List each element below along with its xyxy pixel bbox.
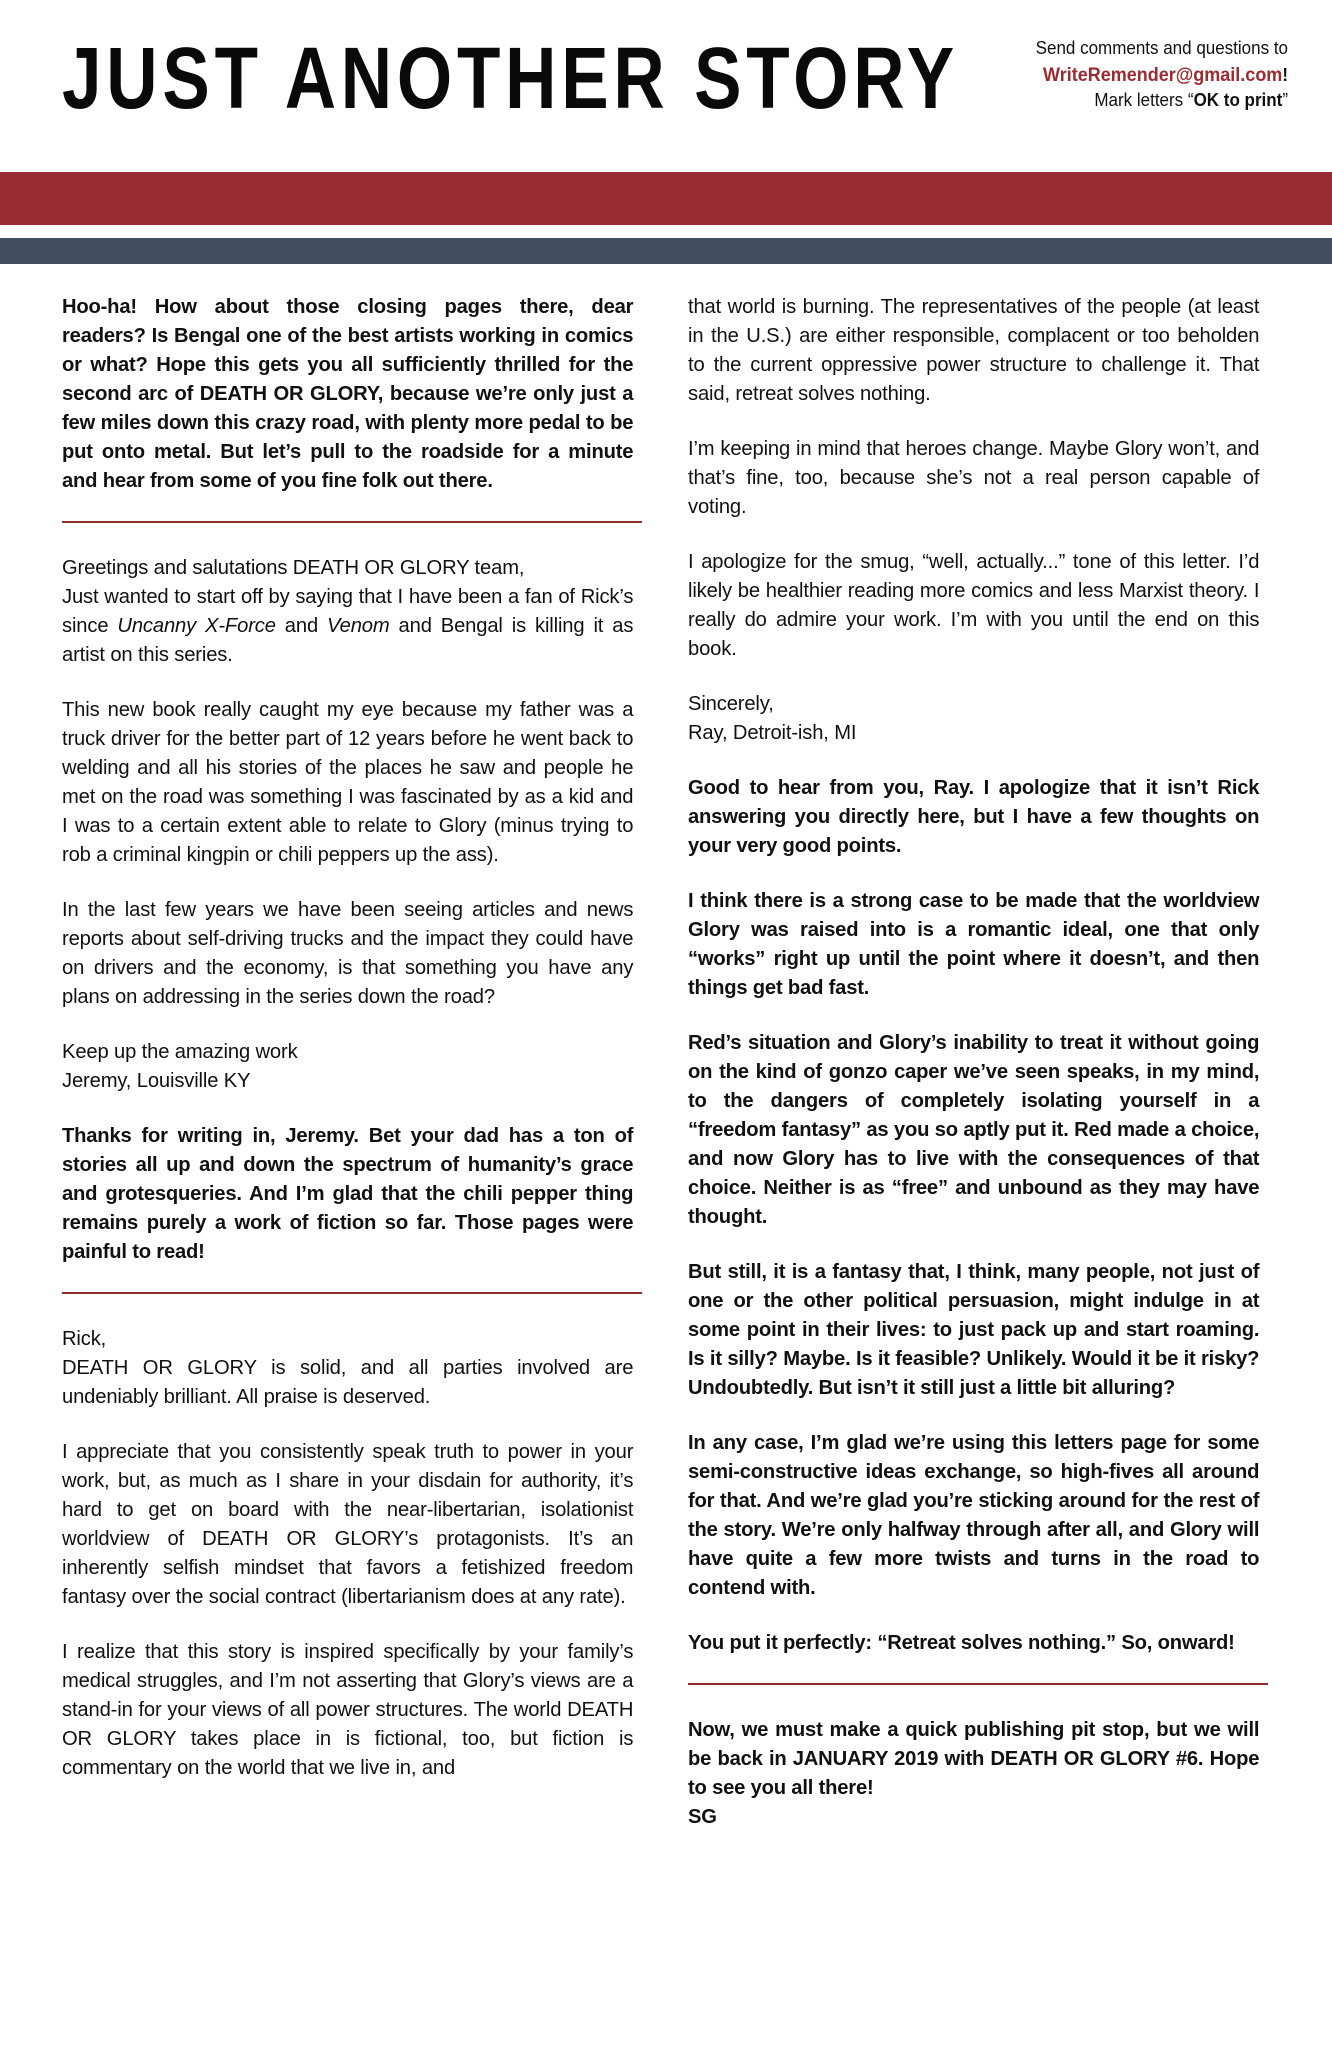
masthead bbox=[0, 0, 1332, 127]
contact-block bbox=[1036, 37, 1288, 120]
letter2-greeting-line-2: DEATH OR GLORY is solid, and all parties involved are undeniably brilliant. All praise is deserved. bbox=[62, 1356, 634, 1408]
letter2-signoff-line-2: Ray, Detroit-ish, MI bbox=[688, 721, 857, 744]
right-column bbox=[688, 292, 1268, 1831]
letter1-editor-reply: Thanks for writing in, Jeremy. Bet your dad has a ton of stories all up and down the spectrum of humanity’s grace and grotesqueries. And I’m glad that the chili pepper thing remains purely a work of fiction so far. Those pages were painful to read! bbox=[62, 1124, 634, 1263]
letter1-paragraph-2: This new book really caught my eye because my father was a truck driver for the better part of 12 years before he went back to welding and all his stories of the places he saw and people he met on the road was something I was fascinated by as a kid and I was to a certain extent able to relate to Glory (minus trying to rob a criminal kingpin or chili peppers up the ass). bbox=[62, 698, 634, 866]
letter2-reply-paragraph-1: Good to hear from you, Ray. I apologize that it isn’t Rick answering you directly here, but I have a few thoughts on your very good points. bbox=[688, 776, 1260, 857]
contact-email-exclamation: ! bbox=[1282, 65, 1288, 86]
letter1-greeting-line-2 bbox=[62, 582, 633, 669]
letter2-continuation-paragraph-2: I’m keeping in mind that heroes change. Maybe Glory won’t, and that’s fine, too, because she’s not a real person capable of voting. bbox=[688, 437, 1260, 518]
letter2-paragraph-2: I appreciate that you consistently speak truth to power in your work, but, as much as I share in your disdain for authority, it’s hard to get on board with the near-libertarian, isolationist worldview of DEATH OR GLORY’s protagonists. It’s an inherently selfish mindset that favors a fetishized freedom fantasy over the social contract (libertarianism does at any rate). bbox=[62, 1440, 634, 1608]
letter2-paragraph-3: I realize that this story is inspired specifically by your family’s medical struggles, and I’m not asserting that Glory’s views are a stand-in for your views of all power structures. The world DEATH OR GLORY takes place in is fictional, too, but fiction is commentary on the world that we live in, and bbox=[62, 1640, 634, 1779]
letter-divider-2 bbox=[62, 1292, 642, 1294]
page-title: JUST ANOTHER STORY bbox=[62, 28, 959, 127]
comic-title-uncanny-x-force: Uncanny X-Force bbox=[117, 614, 276, 637]
letter1-paragraph-3: In the last few years we have been seeing articles and news reports about self-driving trucks and the impact they could have on drivers and the economy, is that something you have any plans on addressing in the series down the road? bbox=[62, 898, 634, 1008]
letter2-reply-paragraph-5: In any case, I’m glad we’re using this letters page for some semi-constructive ideas exchange, so high-fives all around for that. And we’re glad you’re sticking around for the rest of the story. We’re only halfway through after all, and Glory will have quite a few more twists and turns in the road to contend with. bbox=[688, 1431, 1260, 1599]
contact-email-line bbox=[1036, 62, 1288, 89]
letter2-continuation-paragraph-3: I apologize for the smug, “well, actually...” tone of this letter. I’d likely be healthier reading more comics and less Marxist theory. I really do admire your work. I’m with you until the end on this book. bbox=[688, 550, 1260, 660]
letter-divider-1 bbox=[62, 521, 642, 523]
slate-rule-bar bbox=[0, 238, 1332, 264]
contact-email-link[interactable]: WriteRemender@gmail.com bbox=[1043, 63, 1283, 86]
letter2-greeting-line-1: Rick, bbox=[62, 1327, 107, 1350]
ok-to-print-text: OK to print bbox=[1193, 89, 1283, 111]
contact-instruction-line: Send comments and questions to bbox=[1035, 38, 1288, 59]
letter2-signoff-line-1: Sincerely, bbox=[688, 692, 774, 715]
letter1-greeting-seg-b: and bbox=[275, 614, 328, 637]
contact-mark-letters-line bbox=[1036, 89, 1288, 114]
letters-body bbox=[0, 292, 1332, 1831]
letter1-greeting-seg-a: Just wanted to start off by saying that I have been a fan of Rick’s since bbox=[62, 585, 634, 637]
closing-divider bbox=[688, 1683, 1268, 1685]
letter1-greeting-seg-c: and Bengal is killing it as artist on this series. bbox=[62, 614, 634, 666]
letter2-reply-paragraph-4: But still, it is a fantasy that, I think, many people, not just of one or the other political persuasion, might indulge in at some point in their lives: to just pack up and start roaming. Is it silly? Maybe. Is it feasible? Unlikely. Would it be it risky? Undoubtedly. But isn’t it still just a little bit alluring? bbox=[688, 1260, 1260, 1399]
editor-signature: SG bbox=[688, 1805, 717, 1828]
mark-letters-prefix: Mark letters “ bbox=[1094, 89, 1194, 111]
letter1-signoff-line-1: Keep up the amazing work bbox=[62, 1040, 298, 1063]
letter2-reply-paragraph-6: You put it perfectly: “Retreat solves nothing.” So, onward! bbox=[688, 1631, 1235, 1654]
letter1-greeting-line-1: Greetings and salutations DEATH OR GLORY team, bbox=[62, 556, 525, 579]
letter2-reply-paragraph-2: I think there is a strong case to be made that the worldview Glory was raised into is a romantic ideal, one that only “works” right up until the point where it doesn’t, and then things get bad fast. bbox=[688, 889, 1260, 999]
mark-letters-suffix: ” bbox=[1282, 89, 1288, 111]
red-rule-bar bbox=[0, 172, 1332, 225]
closing-announcement: Now, we must make a quick publishing pit stop, but we will be back in JANUARY 2019 with DEATH OR GLORY #6. Hope to see you all there! bbox=[688, 1718, 1260, 1799]
letter2-reply-paragraph-3: Red’s situation and Glory’s inability to treat it without going on the kind of gonzo caper we’ve seen speaks, in my mind, to the dangers of completely isolating yourself in a “freedom fantasy” as you so aptly put it. Red made a choice, and now Glory has to live with the consequences of that choice. Neither is as “free” and unbound as they may have thought. bbox=[688, 1031, 1260, 1228]
letter2-continuation-paragraph-1: that world is burning. The representatives of the people (at least in the U.S.) are either responsible, complacent or too beholden to the current oppressive power structure to challenge it. That said, retreat solves nothing. bbox=[688, 295, 1260, 405]
comic-title-venom: Venom bbox=[327, 614, 390, 637]
letter1-signoff-line-2: Jeremy, Louisville KY bbox=[62, 1069, 251, 1092]
editor-intro-paragraph: Hoo-ha! How about those closing pages there, dear readers? Is Bengal one of the best artists working in comics or what? Hope this gets you all sufficiently thrilled for the second arc of DEATH OR GLORY, because we’re only just a few miles down this crazy road, with plenty more pedal to be put onto metal. But let’s pull to the roadside for a minute and hear from some of you fine folk out there. bbox=[62, 295, 634, 492]
left-column bbox=[62, 292, 642, 1831]
